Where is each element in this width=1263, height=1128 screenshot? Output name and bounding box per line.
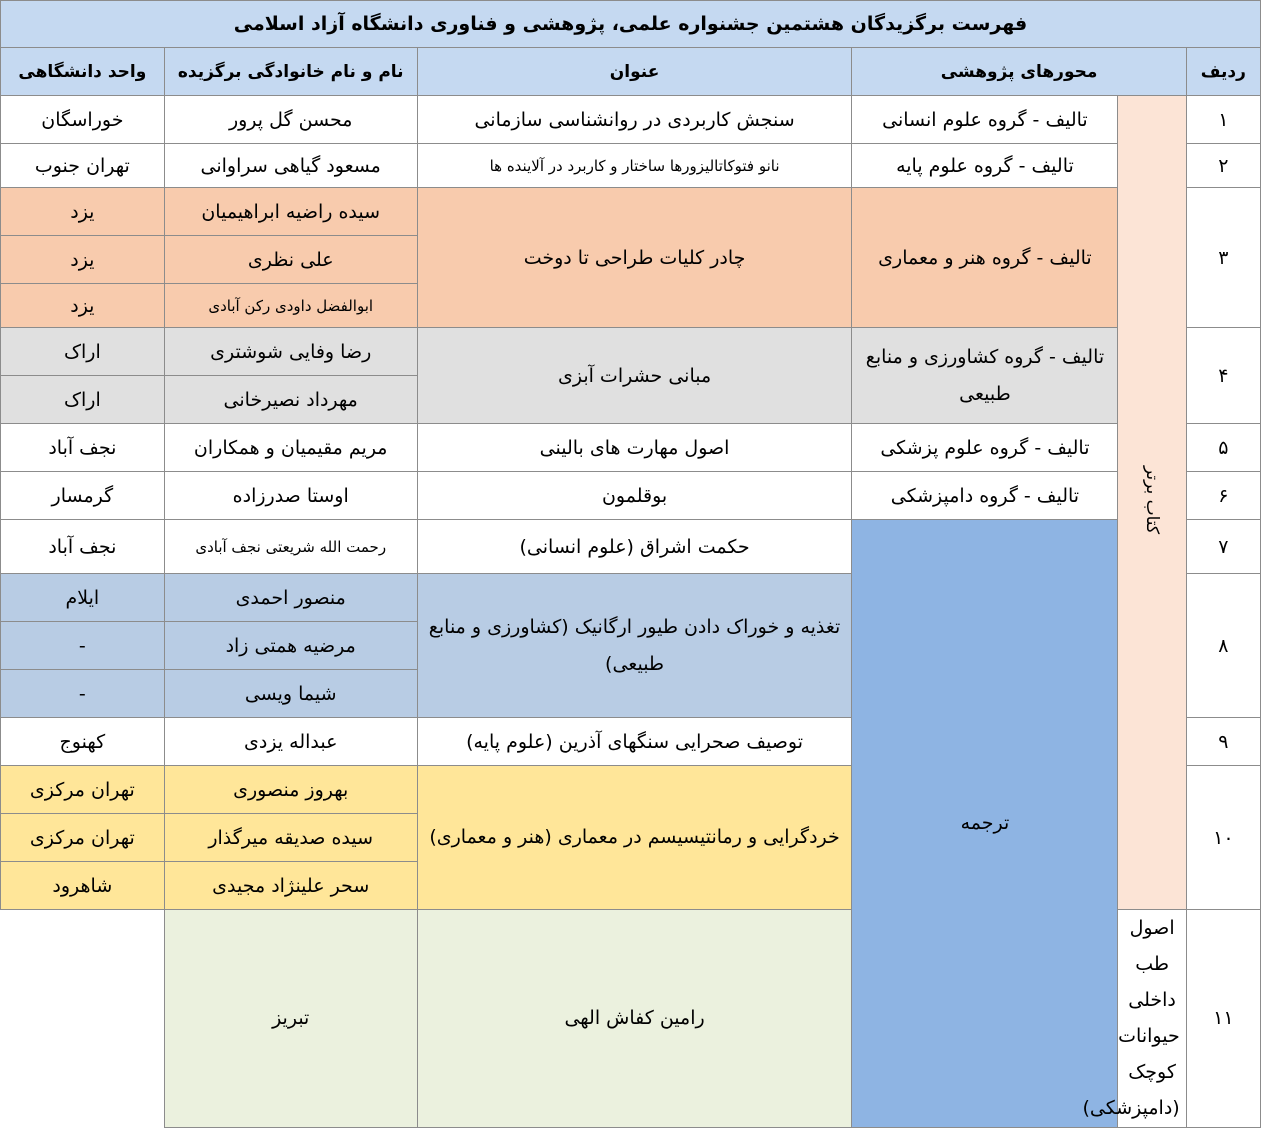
header-university-unit: واحد دانشگاهی	[1, 48, 165, 96]
university-unit: -	[1, 622, 165, 670]
university-unit: گرمسار	[1, 472, 165, 520]
subject: توصیف صحرایی سنگهای آذرین (علوم پایه)	[417, 718, 852, 766]
university-unit: -	[1, 670, 165, 718]
university-unit: ایلام	[1, 574, 165, 622]
university-unit: اراک	[1, 376, 165, 424]
row-number: ۹	[1186, 718, 1260, 766]
university-unit: شاهرود	[1, 862, 165, 910]
university-unit: تبریز	[164, 910, 417, 1128]
research-axis: تالیف - گروه دامپزشکی	[852, 472, 1118, 520]
table-row	[1, 472, 1261, 520]
category-label: کتاب برتر	[1142, 465, 1163, 535]
university-unit: نجف آباد	[1, 520, 165, 574]
row-number: ۱۰	[1186, 766, 1260, 910]
university-unit: خوراسگان	[1, 96, 165, 144]
research-axis: تالیف - گروه علوم پایه	[852, 144, 1118, 188]
subject: نانو فتوکاتالیزورها ساختار و کاربرد در آلاینده ها	[417, 144, 852, 188]
row-number: ۱۱	[1186, 910, 1260, 1128]
research-axis: تالیف - گروه کشاورزی و منابع طبیعی	[852, 328, 1118, 424]
table-row	[1, 328, 1261, 376]
table-row	[1, 424, 1261, 472]
subject: بوقلمون	[417, 472, 852, 520]
winner-name: مهرداد نصیرخانی	[164, 376, 417, 424]
header-row	[1, 48, 1261, 96]
research-axis: تالیف - گروه علوم انسانی	[852, 96, 1118, 144]
university-unit: تهران مرکزی	[1, 814, 165, 862]
research-axis: تالیف - گروه علوم پزشکی	[852, 424, 1118, 472]
row-number: ۵	[1186, 424, 1260, 472]
table-row	[1, 520, 1261, 574]
research-axis: تالیف - گروه هنر و معماری	[852, 188, 1118, 328]
winner-name: اوستا صدرزاده	[164, 472, 417, 520]
winner-name: بهروز منصوری	[164, 766, 417, 814]
university-unit: نجف آباد	[1, 424, 165, 472]
winner-name: مسعود گیاهی سراوانی	[164, 144, 417, 188]
subject: مبانی حشرات آبزی	[417, 328, 852, 424]
winner-name: علی نظری	[164, 236, 417, 284]
winner-name: محسن گل پرور	[164, 96, 417, 144]
university-unit: کهنوج	[1, 718, 165, 766]
row-number: ۶	[1186, 472, 1260, 520]
winner-name: شیما ویسی	[164, 670, 417, 718]
row-number: ۳	[1186, 188, 1260, 328]
subject: خردگرایی و رمانتیسیسم در معماری (هنر و معماری)	[417, 766, 852, 910]
header-row-number: ردیف	[1186, 48, 1260, 96]
subject: تغذیه و خوراک دادن طیور ارگانیک (کشاورزی و منابع طبیعی)	[417, 574, 852, 718]
category-cell	[1118, 96, 1186, 910]
university-unit: تهران مرکزی	[1, 766, 165, 814]
subject: سنجش کاربردی در روانشناسی سازمانی	[417, 96, 852, 144]
winner-name: سیده صدیقه میرگذار	[164, 814, 417, 862]
header-research-axis: محورهای پژوهشی	[852, 48, 1186, 96]
subject: اصول مهارت های بالینی	[417, 424, 852, 472]
winner-name: ابوالفضل داودی رکن آبادی	[164, 284, 417, 328]
university-unit: یزد	[1, 284, 165, 328]
winner-name: رضا وفایی شوشتری	[164, 328, 417, 376]
table-row	[1, 144, 1261, 188]
university-unit: یزد	[1, 188, 165, 236]
university-unit: تهران جنوب	[1, 144, 165, 188]
winner-name: مرضیه همتی زاد	[164, 622, 417, 670]
row-number: ۱	[1186, 96, 1260, 144]
table-title: فهرست برگزیدگان هشتمین جشنواره علمی، پژوهشی و فناوری دانشگاه آزاد اسلامی	[1, 1, 1261, 48]
header-subject: عنوان	[417, 48, 852, 96]
winner-name: عبداله یزدی	[164, 718, 417, 766]
row-number: ۷	[1186, 520, 1260, 574]
subject: اصول طب داخلی حیوانات کوچک (دامپزشکی)	[1118, 910, 1186, 1128]
winner-name: منصور احمدی	[164, 574, 417, 622]
winner-name: سیده راضیه ابراهیمیان	[164, 188, 417, 236]
university-unit: اراک	[1, 328, 165, 376]
university-unit: یزد	[1, 236, 165, 284]
row-number: ۸	[1186, 574, 1260, 718]
winner-name: رامین کفاش الهی	[417, 910, 852, 1128]
subject: چادر کلیات طراحی تا دوخت	[417, 188, 852, 328]
translation-cell: ترجمه	[852, 520, 1118, 1128]
table-row	[1, 96, 1261, 144]
table-row	[1, 188, 1261, 236]
row-number: ۴	[1186, 328, 1260, 424]
subject: حکمت اشراق (علوم انسانی)	[417, 520, 852, 574]
winner-name: سحر علینژاد مجیدی	[164, 862, 417, 910]
row-number: ۲	[1186, 144, 1260, 188]
header-winner-name: نام و نام خانوادگی برگزیده	[164, 48, 417, 96]
title-row	[1, 1, 1261, 48]
winner-name: مریم مقیمیان و همکاران	[164, 424, 417, 472]
winner-name: رحمت الله شریعتی نجف آبادی	[164, 520, 417, 574]
